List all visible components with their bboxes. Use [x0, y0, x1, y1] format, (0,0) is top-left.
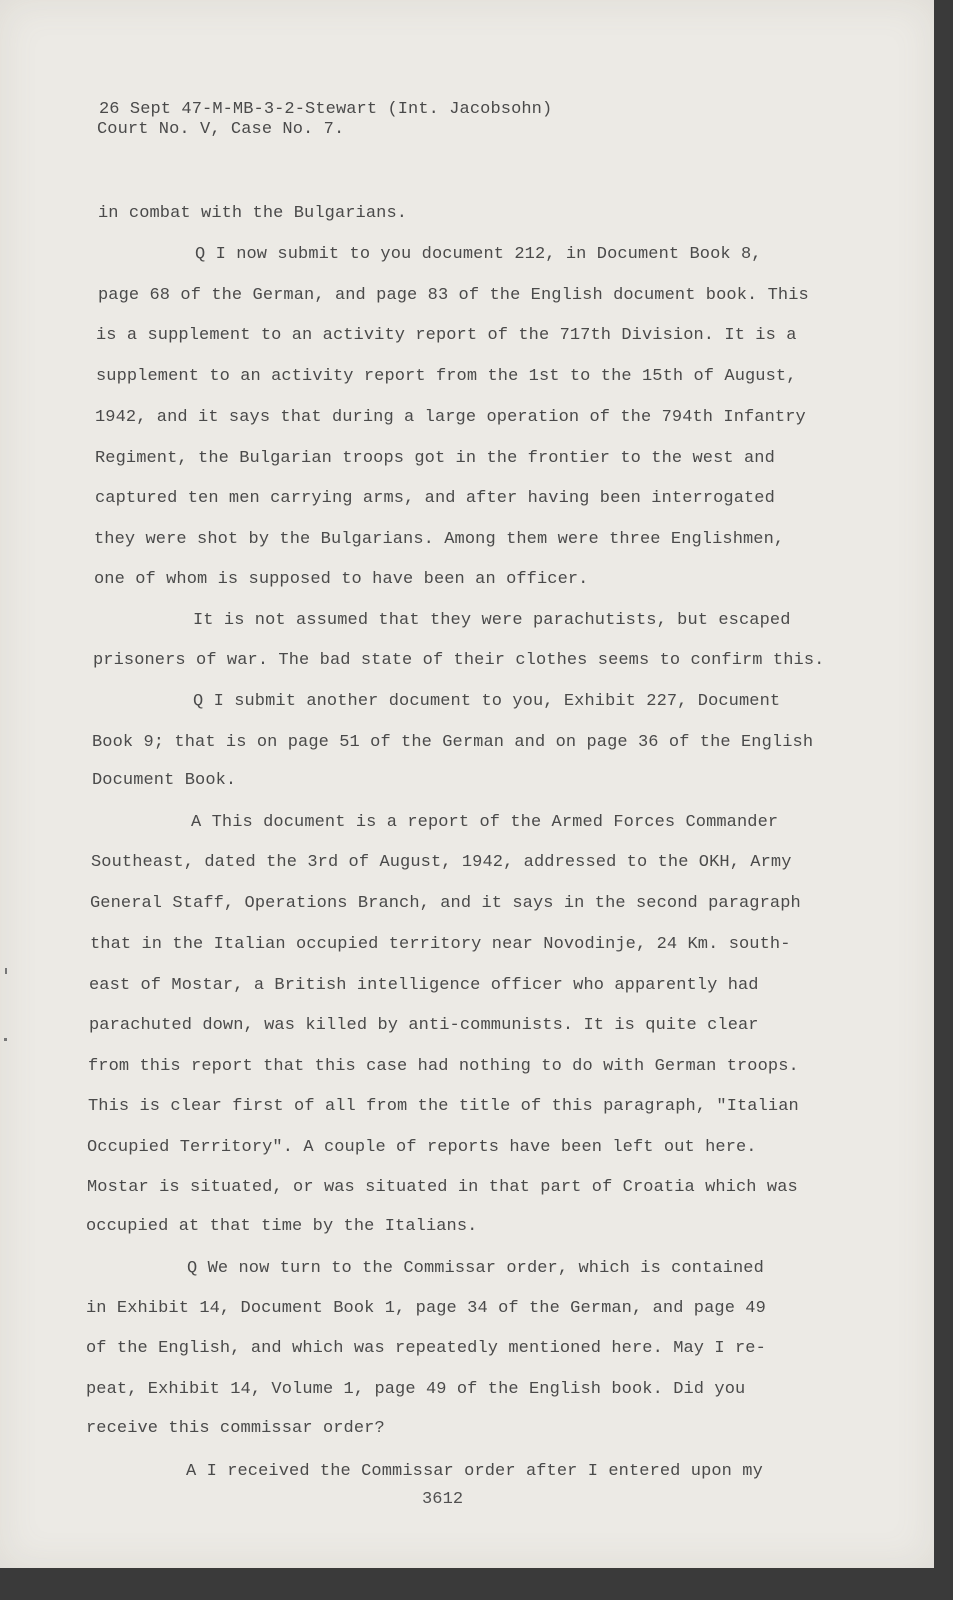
- body-line: General Staff, Operations Branch, and it says in the second paragraph: [90, 894, 801, 913]
- body-line: A This document is a report of the Armed Forces Commander: [191, 813, 779, 832]
- body-line: in Exhibit 14, Document Book 1, page 34 of the German, and page 49: [86, 1299, 766, 1318]
- body-line: east of Mostar, a British intelligence officer who apparently had: [89, 976, 759, 995]
- body-line: peat, Exhibit 14, Volume 1, page 49 of the English book. Did you: [86, 1380, 746, 1399]
- body-line: Document Book.: [92, 771, 237, 790]
- body-line: prisoners of war. The bad state of their clothes seems to confirm this.: [93, 651, 825, 670]
- body-line: 1942, and it says that during a large operation of the 794th Infantry: [95, 408, 806, 427]
- body-line: It is not assumed that they were parachutists, but escaped: [193, 611, 791, 630]
- body-line: Q I submit another document to you, Exhibit 227, Document: [193, 692, 781, 711]
- margin-mark: [5, 968, 7, 974]
- scan-border-right: [934, 0, 953, 1600]
- body-line: A I received the Commissar order after I entered upon my: [186, 1462, 763, 1481]
- body-line: Mostar is situated, or was situated in that part of Croatia which was: [87, 1178, 798, 1197]
- margin-mark: [4, 1038, 7, 1041]
- body-line: Regiment, the Bulgarian troops got in the frontier to the west and: [95, 449, 775, 468]
- body-line: that in the Italian occupied territory near Novodinje, 24 Km. south-: [90, 935, 791, 954]
- body-line: captured ten men carrying arms, and after having been interrogated: [95, 489, 775, 508]
- body-line: receive this commissar order?: [86, 1419, 385, 1438]
- body-line: of the English, and which was repeatedly mentioned here. May I re-: [86, 1339, 766, 1358]
- body-line: is a supplement to an activity report of the 717th Division. It is a: [96, 326, 797, 345]
- body-line: page 68 of the German, and page 83 of the English document book. This: [98, 286, 809, 305]
- body-line: Occupied Territory". A couple of reports have been left out here.: [87, 1138, 757, 1157]
- body-line: Southeast, dated the 3rd of August, 1942, addressed to the OKH, Army: [91, 853, 792, 872]
- body-line: parachuted down, was killed by anti-communists. It is quite clear: [89, 1016, 759, 1035]
- body-line: one of whom is supposed to have been an officer.: [94, 570, 589, 589]
- body-line: they were shot by the Bulgarians. Among them were three Englishmen,: [94, 530, 785, 549]
- body-line: in combat with the Bulgarians.: [98, 204, 408, 223]
- body-line: supplement to an activity report from the 1st to the 15th of August,: [96, 367, 797, 386]
- body-line: Q We now turn to the Commissar order, which is contained: [187, 1259, 764, 1278]
- scan-border-bottom: [0, 1568, 953, 1600]
- header-line-1: 26 Sept 47-M-MB-3-2-Stewart (Int. Jacobsohn): [99, 100, 553, 119]
- body-line: from this report that this case had nothing to do with German troops.: [88, 1057, 799, 1076]
- body-line: occupied at that time by the Italians.: [86, 1217, 478, 1236]
- header-line-2: Court No. V, Case No. 7.: [97, 120, 345, 139]
- body-line: Q I now submit to you document 212, in Document Book 8,: [195, 245, 762, 264]
- body-line: This is clear first of all from the title of this paragraph, "Italian: [88, 1097, 799, 1116]
- page-number: 3612: [422, 1490, 464, 1509]
- body-line: Book 9; that is on page 51 of the German and on page 36 of the English: [92, 733, 814, 752]
